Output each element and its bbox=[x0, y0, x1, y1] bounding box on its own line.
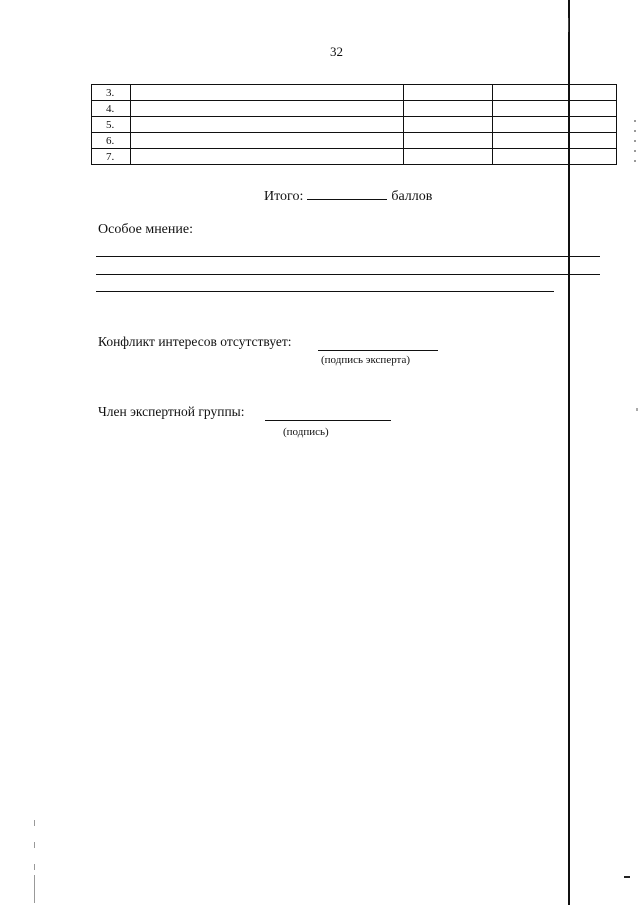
total-blank-field[interactable] bbox=[307, 187, 387, 200]
member-signature-line[interactable] bbox=[265, 420, 391, 421]
table-cell[interactable] bbox=[493, 149, 617, 165]
opinion-line[interactable] bbox=[96, 291, 554, 292]
table-cell[interactable] bbox=[131, 133, 404, 149]
scores-table bbox=[91, 84, 617, 165]
table-cell[interactable] bbox=[131, 85, 404, 101]
table-row bbox=[92, 117, 617, 133]
scan-artifact bbox=[634, 120, 636, 170]
row-number: 5. bbox=[92, 117, 131, 133]
row-number: 6. bbox=[92, 133, 131, 149]
table-cell[interactable] bbox=[493, 101, 617, 117]
table-cell[interactable] bbox=[493, 117, 617, 133]
table-row bbox=[92, 133, 617, 149]
scan-artifact bbox=[636, 408, 638, 411]
member-signature-caption: (подпись) bbox=[283, 426, 329, 438]
table-cell[interactable] bbox=[493, 133, 617, 149]
row-number: 7. bbox=[92, 149, 131, 165]
table-cell[interactable] bbox=[131, 101, 404, 117]
table-row bbox=[92, 149, 617, 165]
opinion-line[interactable] bbox=[96, 256, 600, 257]
table-cell[interactable] bbox=[404, 101, 493, 117]
row-number: 3. bbox=[92, 85, 131, 101]
scan-artifact bbox=[624, 876, 630, 878]
table-cell[interactable] bbox=[404, 133, 493, 149]
expert-signature-caption: (подпись эксперта) bbox=[321, 354, 411, 366]
opinion-line[interactable] bbox=[96, 274, 600, 275]
binding-mark bbox=[568, 18, 569, 32]
table-cell[interactable] bbox=[404, 85, 493, 101]
total-label: Итого: bbox=[264, 189, 304, 204]
table-cell[interactable] bbox=[493, 85, 617, 101]
table-cell[interactable] bbox=[404, 117, 493, 133]
table-row bbox=[92, 101, 617, 117]
table-cell[interactable] bbox=[131, 149, 404, 165]
special-opinion-label: Особое мнение: bbox=[98, 222, 193, 237]
group-member-label: Член экспертной группы: bbox=[98, 404, 245, 419]
conflict-of-interest-label: Конфликт интересов отсутствует: bbox=[98, 334, 292, 349]
total-score-line bbox=[264, 187, 432, 205]
expert-signature-line[interactable] bbox=[318, 350, 438, 351]
table-row bbox=[92, 85, 617, 101]
row-number: 4. bbox=[92, 101, 131, 117]
scan-artifact bbox=[34, 875, 35, 903]
page-number: 32 bbox=[330, 44, 343, 59]
table-cell[interactable] bbox=[404, 149, 493, 165]
table-cell[interactable] bbox=[131, 117, 404, 133]
total-unit: баллов bbox=[391, 189, 433, 204]
